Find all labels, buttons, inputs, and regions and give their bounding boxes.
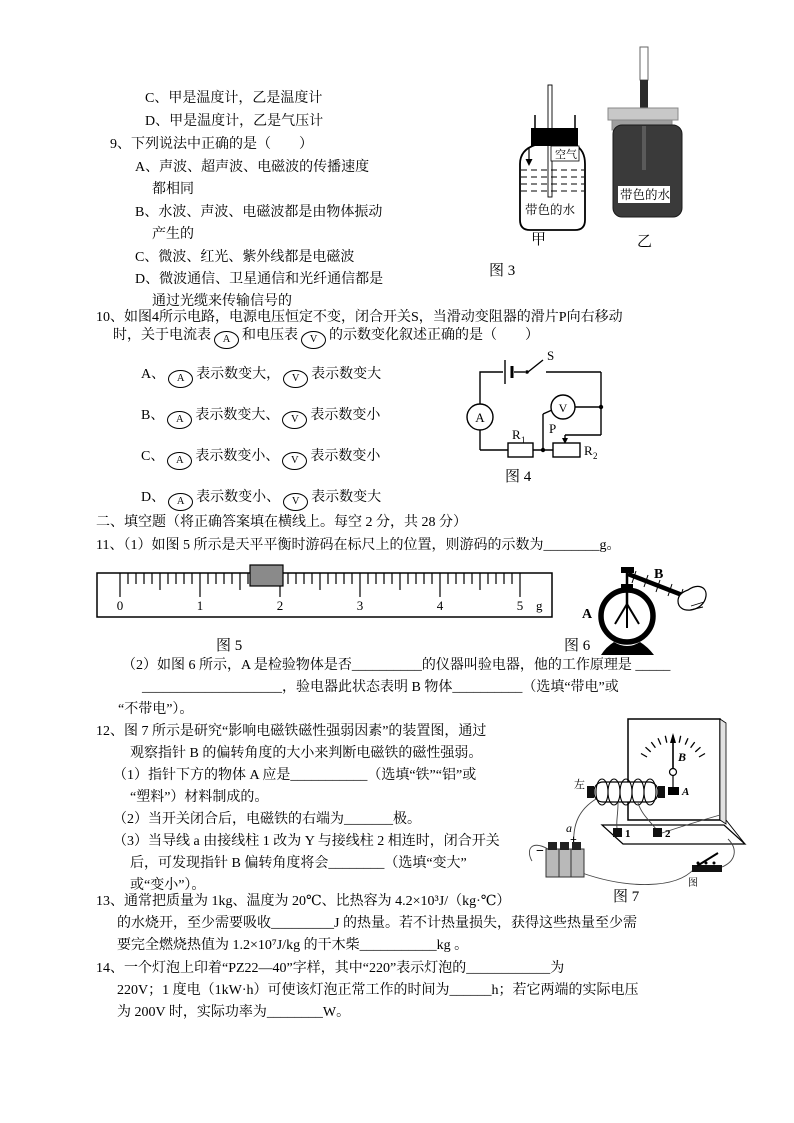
q10-option-a-text1: 表示数变大， (196, 367, 281, 382)
q9-option-a-line1: A、声波、超声波、电磁波的传播速度 (135, 160, 370, 175)
leaves (615, 604, 639, 628)
q11-part1: 11、（1）如图 5 所示是天平平衡时游码在标尺上的位置，则游码的示数为________g。 (96, 538, 621, 553)
q10-option-a-text2: 表示数变大 (311, 367, 382, 382)
q10-stem2-pre: 时，关于电流表 (113, 328, 211, 343)
q9-option-b-line1: B、水波、声波、电磁波都是由物体振动 (135, 205, 383, 220)
cap-flange (608, 108, 678, 120)
q8-option-c: C、甲是温度计，乙是温度计 (145, 91, 323, 106)
q10-option-c-text1: 表示数变小、 (195, 449, 280, 464)
figure6-caption: 图 6 (564, 638, 591, 654)
tick-0: 0 (116, 598, 124, 613)
tube-top (640, 47, 648, 80)
q9-stem: 9、下列说法中正确的是（ ） (110, 137, 313, 152)
junction-dot (599, 405, 603, 409)
q10-stem2-mid: 和电压表 (242, 328, 298, 343)
water-dashes (521, 170, 584, 191)
figure4-caption: 图 4 (505, 469, 532, 485)
terminal-2-label: 2 (665, 828, 671, 840)
bottle-body (613, 125, 682, 217)
tick-5: 5 (516, 598, 524, 613)
battery-plus: + (570, 832, 577, 846)
q10-option-b-label: B、 (141, 408, 165, 423)
q12-sub3-line1: （3）当导线 a 由接线柱 1 改为 Y 与接线柱 2 相连时，闭合开关 (113, 834, 500, 849)
q10-option-b (141, 407, 380, 429)
ammeter-icon: A (214, 331, 239, 349)
voltmeter-icon: V (301, 331, 326, 349)
ammeter-icon: A (167, 411, 192, 429)
tube-inside (642, 126, 646, 170)
section2-title: 二、填空题（将正确答案填在横线上。每空 2 分，共 28 分） (96, 515, 467, 530)
terminal-2 (653, 828, 662, 837)
r1-label: R (512, 427, 521, 442)
stopper (531, 128, 578, 146)
q14-line2: 220V；1 度电（1kW·h）可使该灯泡正常工作的时间为______h；若它两端的实际电压 (117, 983, 639, 998)
voltmeter-icon: V (283, 370, 308, 388)
q12-sub3-line3: 或“变小”）。 (130, 878, 206, 893)
junction-dot (541, 448, 545, 452)
q12-stem-line2: 观察指针 B 的偏转角度的大小来判断电磁铁的磁性强弱。 (130, 746, 483, 761)
water-label: 带色的水 (525, 203, 576, 217)
ammeter-letter: A (475, 410, 485, 425)
q12-sub1-line2: “塑料”）材料制成的。 (130, 790, 269, 805)
q10-option-d (141, 489, 381, 511)
ammeter-icon: A (168, 493, 193, 511)
terminal-1-label: 1 (625, 828, 631, 840)
q11-part2-line2: ____________________，验电器此状态表明 B 物体__________（选填“带电”或 (142, 680, 619, 695)
switch-tag: 图 (688, 878, 698, 889)
q9-option-c-line1: C、微波、红光、紫外线都是电磁波 (135, 250, 355, 265)
switch (692, 853, 722, 872)
voltmeter-letter: V (558, 401, 568, 415)
pivot (670, 769, 677, 776)
figure6-electroscope-diagram (562, 548, 712, 660)
label-a: A (582, 607, 593, 622)
battery-pack (546, 842, 584, 877)
rheostat-r2 (553, 443, 580, 457)
q10-option-c-label: C、 (141, 449, 165, 464)
r2-label: R (584, 443, 593, 458)
q13-line3: 要完全燃烧热值为 1.2×10⁷J/kg 的干木柴___________kg 。 (117, 938, 469, 953)
ruler-body (97, 573, 552, 617)
ammeter-icon: A (168, 370, 193, 388)
figure3-caption: 图 3 (489, 263, 516, 279)
tick-4: 4 (436, 598, 444, 613)
q10-option-d-text1: 表示数变小、 (196, 490, 281, 505)
q10-option-c (141, 448, 380, 470)
q13-line1: 13、通常把质量为 1kg、温度为 20℃、比热容为 4.2×10³J/（kg·℃） (96, 894, 511, 909)
jar-yi-label: 乙 (637, 234, 653, 250)
q10-option-a-label: A、 (141, 367, 166, 382)
object-a-block (668, 787, 679, 795)
q14-line3: 为 200V 时，实际功率为________W。 (117, 1005, 351, 1020)
q12-sub1-line1: （1）指针下方的物体 A 应是___________（选填“铁”“铝”或 (113, 768, 477, 783)
label-b: B (654, 567, 664, 582)
q10-option-a (141, 366, 381, 388)
figure7-caption: 图 7 (613, 889, 640, 905)
q14-line1: 14、一个灯泡上印着“PZ22—40”字样，其中“220”表示灯泡的____________为 (96, 961, 565, 976)
wire-a-label: a (566, 821, 572, 835)
air-label: 空气 (555, 149, 577, 161)
object-a-label: A (682, 786, 690, 798)
tick-1: 1 (196, 598, 204, 613)
battery-minus: − (536, 844, 544, 859)
q11-part2-line3: “不带电”）。 (118, 702, 194, 717)
r2-subscript: 2 (593, 451, 598, 461)
tube-dark (640, 80, 648, 110)
q10-stem-line2 (113, 327, 539, 349)
water-label: 带色的水 (620, 188, 671, 202)
q13-line2: 的水烧开，至少需要吸收_________J 的热量。若不计热量损失，获得这些热量至少需 (117, 916, 637, 931)
q12-sub3-line2: 后，可发现指针 B 偏转角度将会________（选填“变大” (130, 856, 467, 871)
terminal-1 (613, 828, 622, 837)
q12-sub2: （2）当开关闭合后，电磁铁的右端为_______极。 (113, 812, 421, 827)
pointer-b-label: B (678, 750, 687, 764)
q10-stem-line1: 10、如图4所示电路，电源电压恒定不变，闭合开关S，当滑动变阻器的滑片P向右移动 (96, 310, 623, 325)
q9-option-d-line2: 通过光缆来传输信号的 (152, 294, 292, 309)
switch-s-label: S (547, 348, 555, 363)
figure7-electromagnet-diagram (518, 693, 753, 908)
q10-stem2-post: 的示数变化叙述正确的是（ ） (329, 328, 539, 343)
q10-option-b-text1: 表示数变大、 (195, 408, 280, 423)
q9-option-a-line2: 都相同 (152, 182, 194, 197)
q9-option-d-line1: D、微波通信、卫星通信和光纤通信都是 (135, 272, 384, 287)
jar-jia-label: 甲 (531, 232, 547, 248)
voltmeter-icon: V (282, 411, 307, 429)
q9-option-b-line2: 产生的 (152, 227, 194, 242)
coil-left-label: 左 (574, 779, 585, 791)
q10-option-d-label: D、 (141, 490, 166, 505)
figure3-jars-diagram (487, 42, 697, 287)
q11-part2-line1: （2）如图 6 所示，A 是检验物体是否__________的仪器叫验电器，他的工作原理是 _____ (122, 658, 671, 673)
resistor-r1 (508, 443, 533, 457)
q12-stem-line1: 12、图 7 所示是研究“影响电磁铁磁性强弱因素”的装置图，通过 (96, 724, 487, 739)
jar-yi (608, 47, 682, 250)
slider-p-label: P (549, 421, 557, 436)
tick-2: 2 (276, 598, 284, 613)
ammeter-icon: A (167, 452, 192, 470)
tick-3: 3 (356, 598, 364, 613)
jar-jia (520, 85, 585, 248)
unit-label: g (536, 598, 543, 613)
figure5-caption: 图 5 (216, 638, 243, 654)
voltmeter-icon: V (282, 452, 307, 470)
q10-option-c-text2: 表示数变小 (310, 449, 381, 464)
circuit-wires (480, 360, 601, 450)
q10-option-d-text2: 表示数变大 (311, 490, 382, 505)
electromagnet-coil (587, 779, 665, 805)
base-board (602, 825, 745, 844)
q10-option-b-text2: 表示数变小 (310, 408, 381, 423)
q8-option-d: D、甲是温度计，乙是气压计 (145, 114, 324, 129)
r1-subscript: 1 (521, 435, 526, 445)
voltmeter-icon: V (283, 493, 308, 511)
figure4-circuit-diagram (450, 348, 665, 488)
figure5-ruler-diagram (88, 563, 563, 655)
rider-weight (250, 565, 283, 586)
